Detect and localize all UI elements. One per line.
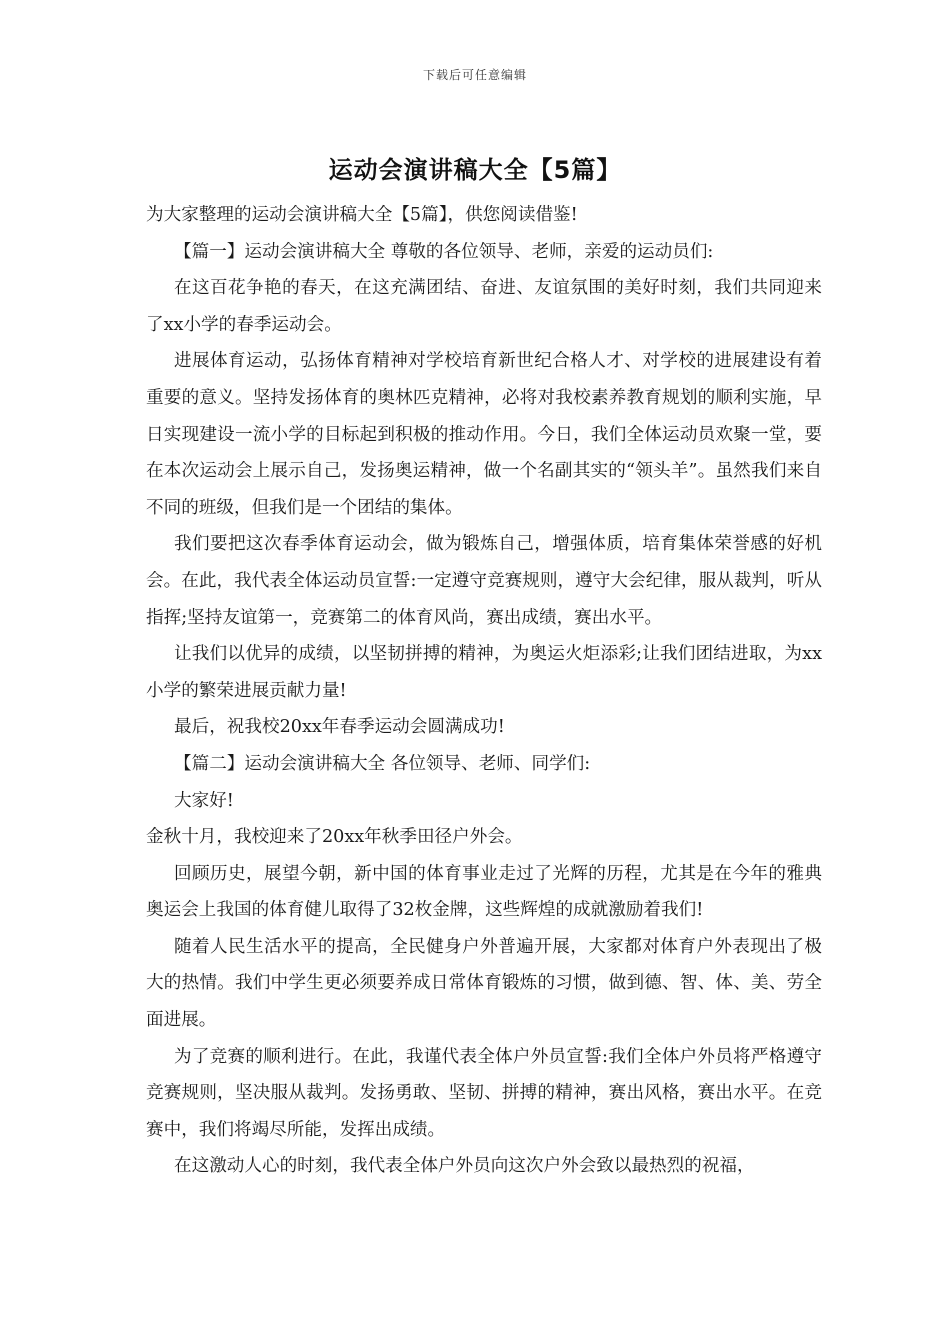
paragraph: 让我们以优异的成绩，以坚韧拼搏的精神，为奥运火炬添彩;让我们团结进取，为xx小学的繁荣进展贡献力量! [146, 644, 822, 701]
header-note: 下载后可任意编辑 [422, 68, 527, 82]
paragraph: 最后，祝我校20xx年春季运动会圆满成功! [174, 717, 505, 738]
paragraph: 金秋十月，我校迎来了20xx年秋季田径户外会。 [146, 827, 523, 848]
document-body [146, 197, 822, 1185]
paragraph: 在这激动人心的时刻，我代表全体户外员向这次户外会致以最热烈的祝福， [174, 1156, 755, 1177]
intro-paragraph: 为大家整理的运动会演讲稿大全【5篇】，供您阅读借鉴! [146, 205, 578, 225]
paragraph: 我们要把这次春季体育运动会，做为锻炼自己，增强体质，培育集体荣誉感的好机会。在此，我代表全体运动员宣誓:一定遵守竞赛规则，遵守大会纪律，服从裁判，听从指挥;坚持友谊第一，竞赛第二的体育风尚，赛出成绩，赛出水平。 [146, 534, 822, 628]
paragraph: 【篇二】运动会演讲稿大全 各位领导、老师、同学们: [174, 753, 591, 774]
document-title: 运动会演讲稿大全【5篇】 [328, 156, 622, 184]
paragraph: 随着人民生活水平的提高，全民健身户外普遍开展，大家都对体育户外表现出了极大的热情。我们中学生更必须要养成日常体育锻炼的习惯，做到德、智、体、美、劳全面进展。 [146, 936, 822, 1031]
paragraph: 进展体育运动，弘扬体育精神对学校培育新世纪合格人才、对学校的进展建设有着重要的意义。坚持发扬体育的奥林匹克精神，必将对我校素养教育规划的顺利实施，早日实现建设一流小学的目标起到积极的推动作用。今日，我们全体运动员欢聚一堂，要在本次运动会上展示自己，发扬奥运精神，做一个名副其实的“领头羊”。虽然我们来自不同的班级，但我们是一个团结的集体。 [146, 351, 822, 518]
paragraph: 回顾历史，展望今朝，新中国的体育事业走过了光辉的历程，尤其是在今年的雅典奥运会上我国的体育健儿取得了32枚金牌，这些辉煌的成就激励着我们! [146, 863, 822, 921]
paragraph: 在这百花争艳的春天，在这充满团结、奋进、友谊氛围的美好时刻，我们共同迎来了xx小学的春季运动会。 [146, 278, 822, 335]
paragraph: 【篇一】运动会演讲稿大全 尊敬的各位领导、老师，亲爱的运动员们: [174, 241, 714, 262]
paragraph: 大家好! [174, 790, 234, 811]
paragraph: 为了竞赛的顺利进行。在此，我谨代表全体户外员宣誓:我们全体户外员将严格遵守竞赛规则，坚决服从裁判。发扬勇敢、坚韧、拼搏的精神，赛出风格，赛出水平。在竞赛中，我们将竭尽所能，发挥出成绩。 [146, 1046, 822, 1140]
